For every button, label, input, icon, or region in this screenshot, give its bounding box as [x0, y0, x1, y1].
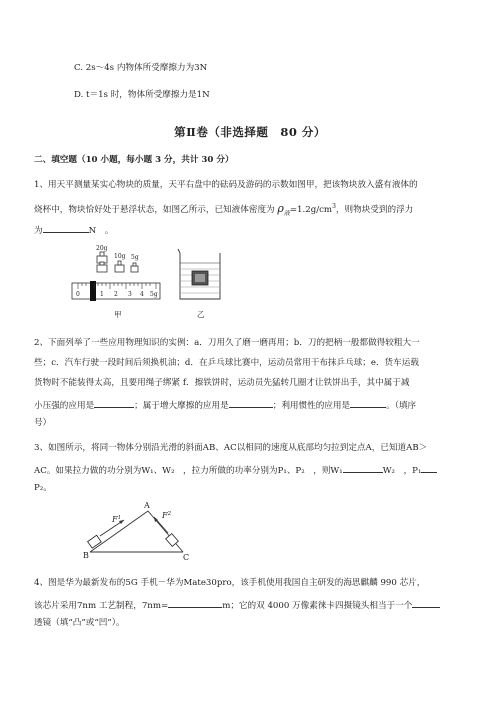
q3-blank-1[interactable] — [343, 463, 383, 473]
q3-line2 — [34, 463, 437, 477]
q3-incline-figure — [80, 500, 200, 562]
option-c: C. 2s～4s 内物体所受摩擦力为3N — [74, 63, 208, 73]
q4-blank-1[interactable] — [168, 598, 222, 608]
svg-text:10g: 10g — [114, 253, 126, 260]
q3-text-a: AC。如果拉力做的功分别为W₁、W₂ ，拉力所做的功率分别为P₁、P₂ ，则W₁ — [34, 466, 343, 476]
q2-line4 — [34, 398, 416, 412]
block-b — [88, 535, 102, 548]
q1-figure — [70, 243, 230, 323]
q2-line1: 2、下面列举了一些应用物理知识的实例：a．刀用久了磨一磨再用；b．刀的把柄一般都做得较粗大一 — [34, 338, 420, 348]
q2-line5: 号） — [34, 418, 52, 428]
section-title: 第Ⅱ卷（非选择题 80 分） — [174, 125, 326, 139]
label-a: A — [144, 501, 150, 510]
density-symbol: $\rho_液$ — [277, 201, 290, 218]
q1-line2-end: ，则物块受到的浮力 — [335, 204, 414, 215]
q3-line3: P₂。 — [34, 483, 52, 493]
q3-line1: 3、如图所示，将同一物体分别沿光滑的斜面AB、AC以相同的速度从底部均匀拉到定点A，已知道AB＞ — [34, 443, 428, 453]
label-f1: $F^1$ — [112, 515, 122, 524]
q4-line3: 透镜（填“凸”或“凹”）。 — [34, 618, 125, 628]
q1-line2 — [34, 201, 413, 219]
q4-line2 — [34, 598, 440, 612]
q1-answer-blank[interactable] — [43, 223, 89, 233]
svg-text:1: 1 — [100, 291, 104, 298]
label-yi: 乙 — [197, 310, 205, 319]
svg-text:3: 3 — [128, 291, 132, 298]
svg-text:4: 4 — [140, 291, 144, 298]
q2-blank-1[interactable] — [94, 398, 134, 408]
svg-text:5g: 5g — [131, 254, 139, 261]
label-f2: $F^2$ — [162, 511, 172, 520]
q2-line3: 货物时不能装得太高，且要用绳子绑紧 f．擦铁饼时，运动员先猛转几圈才让铁饼出手，其中属于减 — [34, 378, 410, 388]
q2-text-b: ；属于增大摩擦的应用是 — [134, 401, 229, 411]
q2-blank-3[interactable] — [350, 398, 386, 408]
q4-text-b: m；它的双 4000 万像素徕卡四摄镜头相当于一个 — [222, 601, 413, 611]
q3-blank-2[interactable] — [421, 463, 437, 473]
q1-line1: 1、用天平测量某实心物块的质量，天平右盘中的砝码及游码的示数如图甲，把该物块放入盛有液体的 — [34, 180, 418, 190]
balance-scale-bar — [72, 281, 160, 301]
q1-line3-start: 为 — [34, 226, 43, 236]
svg-text:0: 0 — [76, 291, 80, 298]
svg-text:5g: 5g — [150, 291, 158, 298]
weight-20g — [96, 245, 108, 272]
weight-10g — [114, 253, 126, 272]
q3-text-b: W₂ ，P₁ — [382, 466, 422, 476]
q1-line3 — [34, 223, 113, 237]
svg-text:20g: 20g — [96, 245, 108, 252]
beaker — [178, 249, 220, 299]
label-c: C — [183, 553, 190, 562]
q2-text-d: 。（填序 — [386, 401, 417, 411]
q4-blank-2[interactable] — [412, 598, 440, 608]
q4-line1: 4、图是华为最新发布的5G 手机－华为Mate30pro，该手机使用我国自主研发的海思麒麟 990 芯片， — [34, 578, 426, 588]
svg-text:2: 2 — [114, 291, 118, 298]
incline-triangle — [90, 511, 183, 552]
density-value: $=1.2g/cm^3$ — [289, 203, 336, 215]
q2-line2: 些；c．汽车行驶一段时间后须换机油；d．在乒乓球比赛中，运动员常用干布抹乒乓球；e．货车运载 — [34, 358, 419, 368]
option-d: D. t＝1s 时，物体所受摩擦力是1N — [74, 90, 210, 100]
weight-5g — [131, 254, 139, 272]
q1-line3-end: N 。 — [88, 226, 114, 236]
label-b: B — [83, 551, 89, 560]
q2-text-c: ；利用惯性的应用是 — [272, 401, 351, 411]
part2-header: 二、填空题（10 小题，每小题 3 分，共计 30 分） — [34, 155, 234, 165]
q2-text-a: 小压强的应用是 — [34, 401, 95, 411]
q2-blank-2[interactable] — [229, 398, 273, 408]
label-jia: 甲 — [114, 310, 122, 319]
q4-text-a: 该芯片采用7nm 工艺制程，7nm= — [34, 601, 169, 611]
q1-line2-text: 烧杯中，物块恰好处于悬浮状态，如图乙所示，已知液体密度为 — [34, 204, 275, 215]
